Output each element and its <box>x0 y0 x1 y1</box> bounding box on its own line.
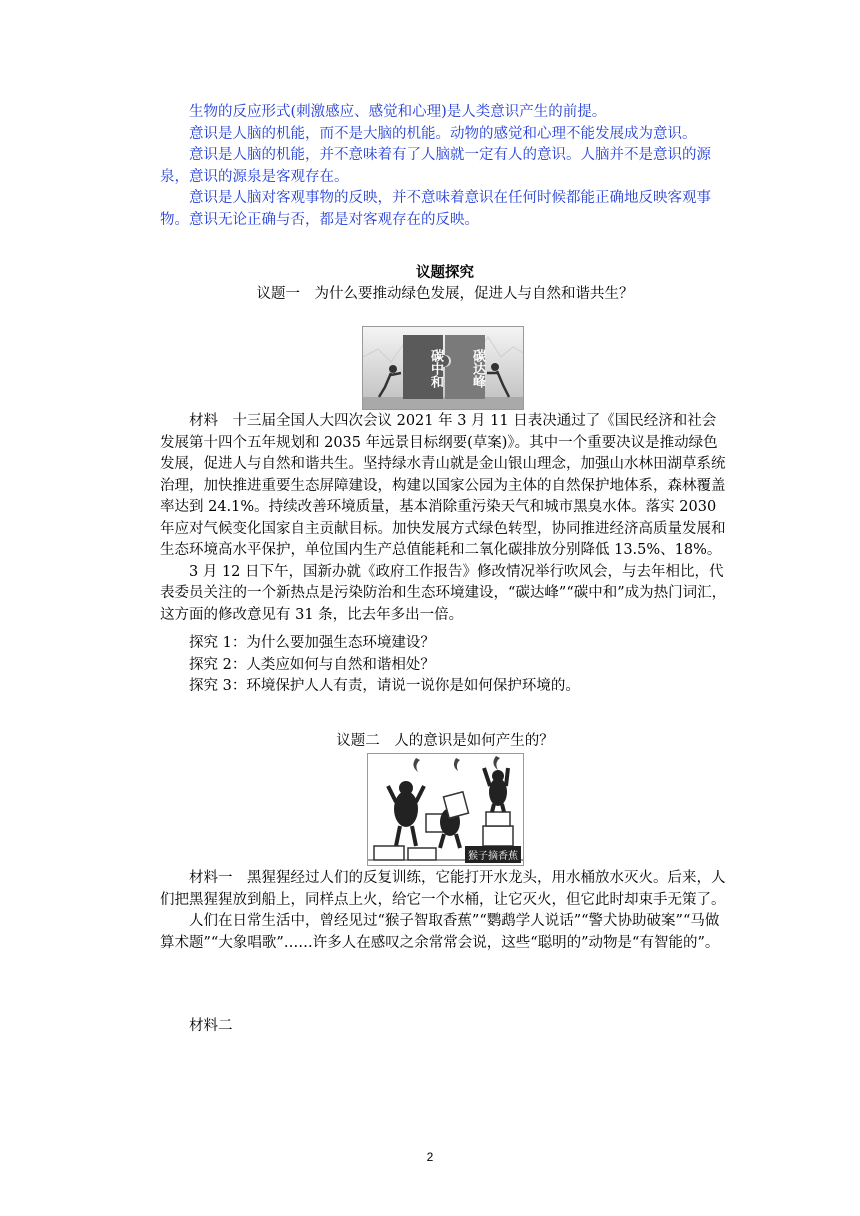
material-paragraph: 材料一 黑猩猩经过人们的反复训练，它能打开水龙头，用水桶放水灭火。后来，人们把黑猩猩放到船上，同样点上火，给它一个水桶，让它灭火，但它此时却束手无策了。 <box>160 870 726 908</box>
material-paragraph: 3 月 12 日下午，国新办就《政府工作报告》修改情况举行吹风会，与去年相比，代表委员关注的一个新热点是污染防治和生态环境建设，“碳达峰”“碳中和”成为热门词汇，这方面的修改意见有 31 条，比去年多出一倍。 <box>160 563 727 623</box>
carbon-puzzle-illustration <box>363 327 523 409</box>
note-paragraph: 意识是人脑的机能，并不意味着有了人脑就一定有人的意识。人脑并不是意识的源泉，意识的源泉是客观存在。 <box>160 147 711 185</box>
question-item: 探究 3：环境保护人人有责，请说一说你是如何保护环境的。 <box>189 678 580 694</box>
topic2-title: 议题二 人的意识是如何产生的？ <box>336 733 554 749</box>
topic1-questions <box>160 633 730 698</box>
question-item: 探究 1：为什么要加强生态环境建设？ <box>189 635 435 651</box>
question-item: 探究 2：人类应如何与自然和谐相处？ <box>189 656 435 673</box>
topic1-title: 议题一 为什么要推动绿色发展，促进人与自然和谐共生？ <box>256 286 634 302</box>
notes-block <box>160 102 730 231</box>
material-paragraph: 材料 十三届全国人大四次会议 2021 年 3 月 11 日表决通过了《国民经济和社会发展第十四个五年规划和 2035 年远景目标纲要(草案)》。其中一个重要决议是推动绿色发展，促进人与自然和谐共生。坚持绿水青山就是金山银山理念，加强山水林田湖草系统治理，加快推进重要生态屏障建设，构建以国家公园为主体的自然保护地体系，森林覆盖率达到 24.1%。持续改善环境质量，基本消除重污染天气和城市黑臭水体。落实 2030 年应对气候变化国家自主贡献目标。加快发展方式绿色转型，协同推进经济高质量发展和生态环境高水平保护，单位国内生产总值能耗和二氧化碳排放分别降低 13.5%、18%。 <box>160 413 726 558</box>
carbon-puzzle-image <box>362 326 524 410</box>
page-number: 2 <box>426 1150 434 1164</box>
topic1-material <box>160 411 730 626</box>
material2-label: 材料二 <box>189 1018 233 1034</box>
note-paragraph: 意识是人脑对客观事物的反映，并不意味着意识在任何时候都能正确地反映客观事物。意识无论正确与否，都是对客观存在的反映。 <box>160 190 711 228</box>
section-title: 议题探究 <box>416 264 474 281</box>
note-paragraph: 意识是人脑的机能，而不是大脑的机能。动物的感觉和心理不能发展成为意识。 <box>189 125 697 142</box>
carbon-neutral-label: 碳中和 <box>428 348 443 388</box>
topic2-material2 <box>160 1016 730 1038</box>
carbon-peak-label: 碳达峰 <box>470 348 485 388</box>
monkey-banana-image <box>367 753 524 866</box>
image-caption: 猴子摘香蕉 <box>465 846 521 863</box>
note-paragraph: 生物的反应形式(刺激感应、感觉和心理)是人类意识产生的前提。 <box>189 104 607 120</box>
material-paragraph: 人们在日常生活中，曾经见过“猴子智取香蕉”“鹦鹉学人说话”“警犬协助破案”“马做算术题”“大象唱歌”……许多人在感叹之余常常会说，这些“聪明的”动物是“有智能的”。 <box>160 913 720 951</box>
topic2-material1 <box>160 868 730 954</box>
